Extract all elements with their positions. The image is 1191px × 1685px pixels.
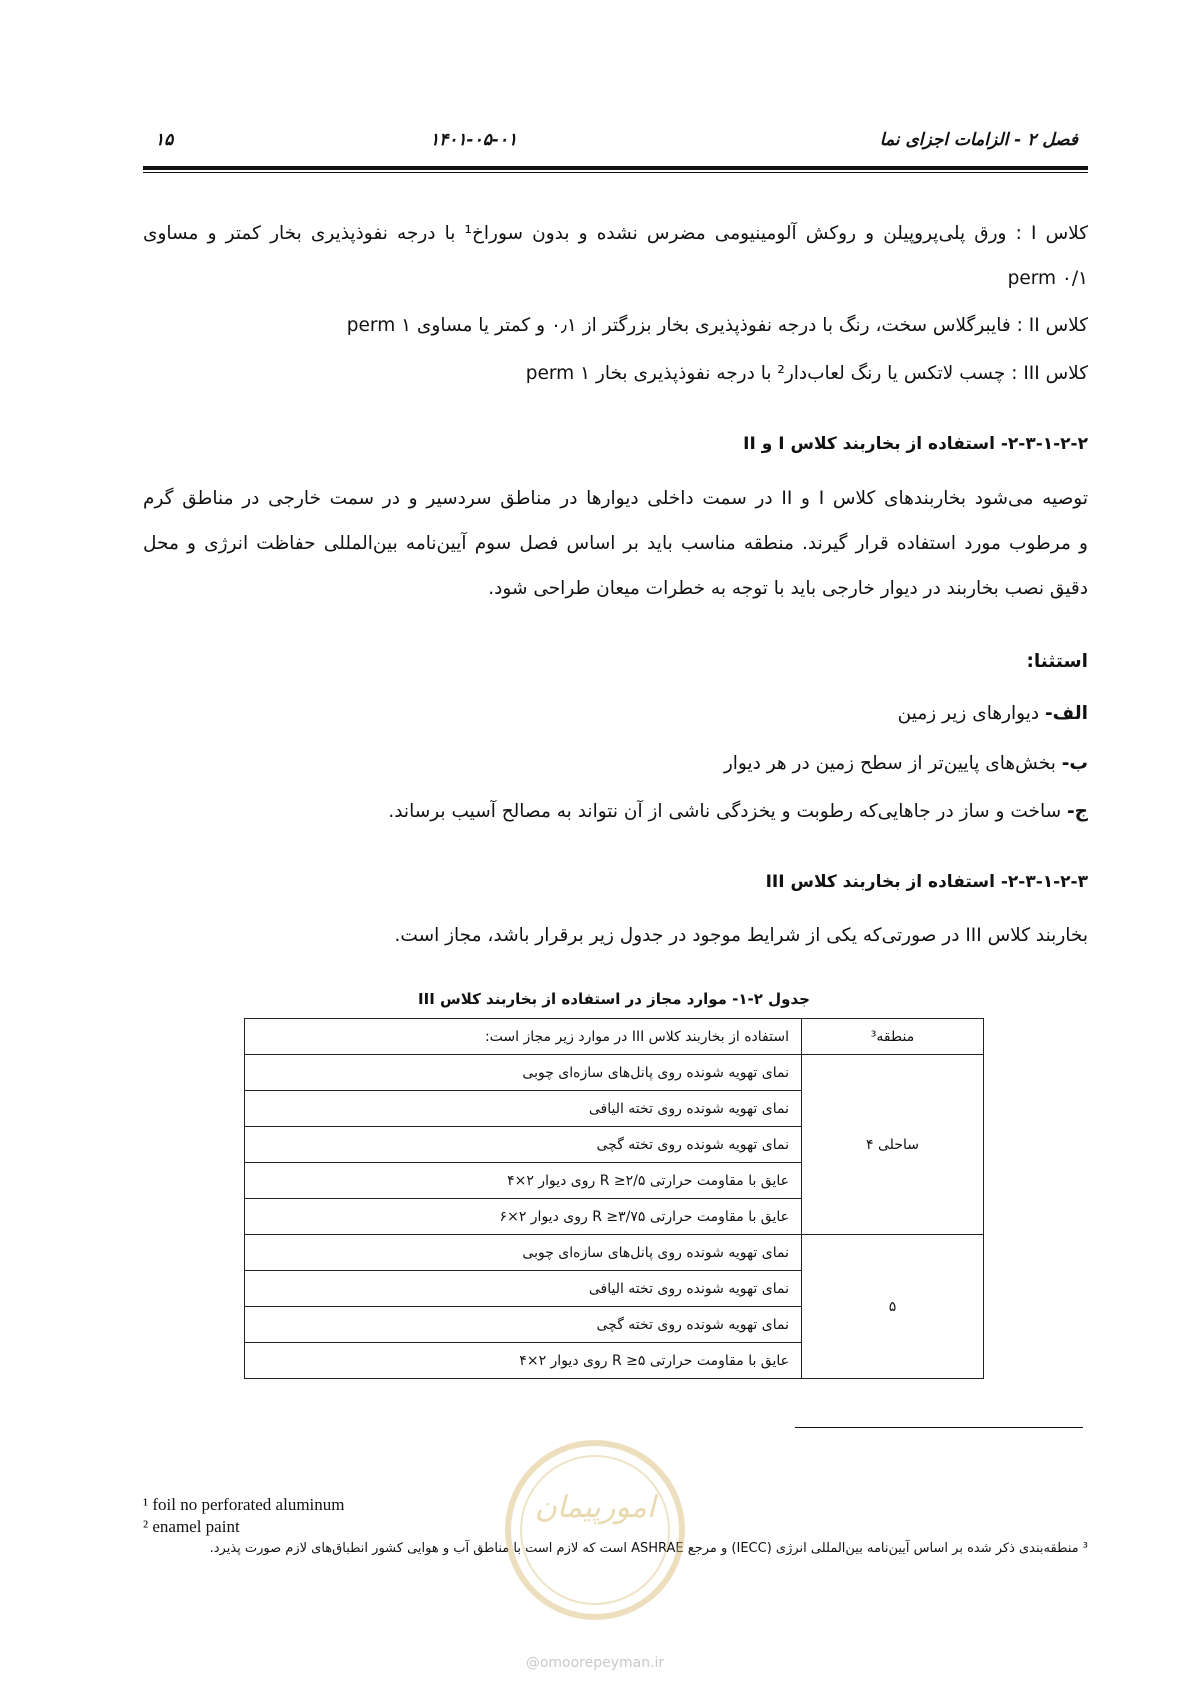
header-zone: منطقه³ [802, 1019, 984, 1055]
class3-text: کلاس III : چسب لاتکس یا رنگ لعاب‌دار² با درجه نفوذپذیری بخار perm ۱ [525, 363, 1088, 384]
exceptions-title: استثنا: [1026, 651, 1088, 672]
para1-line2: و مرطوب مورد استفاده قرار گیرند. منطقه مناسب باید بر اساس فصل سوم آیین‌نامه بین‌المللی حفاظت انرژی و محل [143, 533, 1088, 554]
class3-table [244, 1018, 984, 1379]
page-number: ۱۵ [155, 130, 174, 150]
footnote-rule [795, 1427, 1083, 1428]
footnote-1: ¹ foil no perforated aluminum [143, 1495, 345, 1514]
watermark-inner-ring [520, 1455, 670, 1605]
exception-c [388, 801, 1088, 822]
header-date: ۱۴۰۱-۰۵-۰۱ [430, 130, 518, 150]
exception-c-text: ساخت و ساز در جاهایی‌که رطوبت و یخزدگی ناشی از آن نتواند به مصالح آسیب برساند. [388, 801, 1067, 822]
condition-cell: عایق با مقاومت حرارتی ۵≤ R روی دیوار ۲×۴ [245, 1343, 802, 1379]
table-caption: جدول ۲-۱- موارد مجاز در استفاده از بخاربند کلاس III [418, 990, 810, 1008]
exception-c-label: ج- [1066, 801, 1088, 822]
section-heading-1: ۲-۳-۱-۲-۲- استفاده از بخاربند کلاس I و II [743, 434, 1088, 454]
header-rule-thick [143, 166, 1088, 170]
para2: بخاربند کلاس III در صورتی‌که یکی از شرایط موجود در جدول زیر برقرار باشد، مجاز است. [394, 925, 1088, 946]
exception-a [898, 703, 1088, 724]
exception-b-text: بخش‌های پایین‌تر از سطح زمین در هر دیوار [723, 753, 1062, 774]
class1-line2: perm ۰/۱ [1007, 268, 1088, 289]
table-row [245, 1055, 984, 1091]
para1-line3: دقیق نصب بخاربند در دیوار خارجی باید با توجه به خطرات میعان طراحی شود. [488, 578, 1088, 599]
table-header-row [245, 1019, 984, 1055]
footnote-3: ³ منطقه‌بندی ذکر شده بر اساس آیین‌نامه بین‌المللی انرژی (IECC) و مرجع ASHRAE است که لازم است با مناطق آب و هوایی کشور انطباق‌های لازم صورت پذیرد. [209, 1541, 1088, 1556]
condition-cell: نمای تهویه شونده روی تخته الیافی [245, 1271, 802, 1307]
exception-a-label: الف- [1045, 703, 1088, 724]
para1-line1: توصیه می‌شود بخاربندهای کلاس I و II در سمت داخلی دیوارها در مناطق سردسیر و در سمت خارجی در مناطق گرم [143, 488, 1088, 509]
header-rule-thin [143, 172, 1088, 173]
exception-b-label: ب- [1061, 753, 1088, 774]
exception-a-text: دیوارهای زیر زمین [897, 703, 1045, 724]
class2-text: کلاس II : فایبرگلاس سخت، رنگ با درجه نفوذپذیری بخار بزرگتر از ۰٫۱ و کمتر یا مساوی perm ۱ [346, 315, 1088, 336]
section-heading-2: ۲-۳-۱-۲-۳- استفاده از بخاربند کلاس III [765, 872, 1088, 892]
footnote-2: ² enamel paint [143, 1517, 240, 1536]
condition-cell: نمای تهویه شونده روی پانل‌های سازه‌ای چوبی [245, 1235, 802, 1271]
zone-cell: ساحلی ۴ [802, 1055, 984, 1235]
exception-b [724, 753, 1088, 774]
condition-cell: عایق با مقاومت حرارتی ۳/۷۵≤ R روی دیوار ۲×۶ [245, 1199, 802, 1235]
condition-cell: نمای تهویه شونده روی پانل‌های سازه‌ای چوبی [245, 1055, 802, 1091]
condition-cell: نمای تهویه شونده روی تخته گچی [245, 1127, 802, 1163]
condition-cell: نمای تهویه شونده روی تخته گچی [245, 1307, 802, 1343]
watermark-logo-text: امورپیمان [534, 1490, 656, 1525]
chapter-title: فصل ۲ - الزامات اجزای نما [879, 130, 1078, 150]
condition-cell: نمای تهویه شونده روی تخته الیافی [245, 1091, 802, 1127]
zone-cell: ۵ [802, 1235, 984, 1379]
table-body [245, 1019, 984, 1379]
class1-line1: کلاس I : ورق پلی‌پروپیلن و روکش آلومینیومی مضرس نشده و بدون سوراخ¹ با درجه نفوذپذیری بخار کمتر و مساوی [143, 223, 1089, 244]
watermark-url: @omoorepeyman.ir [525, 1655, 665, 1671]
table-row [245, 1235, 984, 1271]
condition-cell: عایق با مقاومت حرارتی ۲/۵≤ R روی دیوار ۲×۴ [245, 1163, 802, 1199]
header-use: استفاده از بخاربند کلاس III در موارد زیر مجاز است: [245, 1019, 802, 1055]
